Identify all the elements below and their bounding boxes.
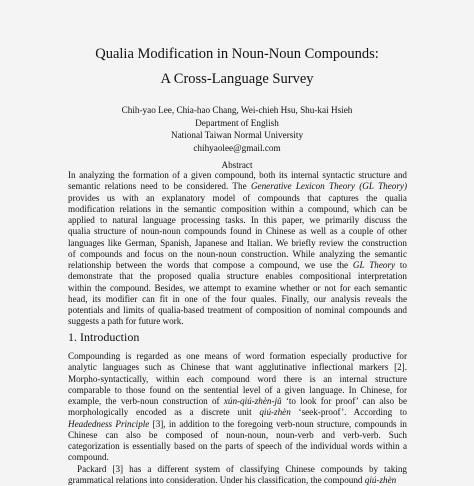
intro-line: example, the verb-noun construction of xún-qiú-zhèn-jǔ ‘to look for proof’ can also be [68,396,407,406]
department: Department of English [195,117,279,128]
abstract-line: within the compound. Besides, we attempt to examine whether or not for each semantic [68,282,407,293]
authors: Chih-yao Lee, Chia-hao Chang, Wei-chieh Hsu, Shu-kai Hsieh [121,105,353,115]
intro-line: compound. [68,452,109,463]
abstract-line: head, its modifier can fit in one of the four quales. Finally, our analysis reveals the [68,293,407,304]
intro-line: Morpho-syntactically, within each compound word there is an internal structure [68,373,407,384]
intro-line: Packard [3] has a different system of classifying Chinese compounds by taking [77,463,407,474]
intro-line: categorization is essentially based on the parts of speech of the individual words within a [68,441,407,451]
abstract-line: qualia structure of noun-noun compounds found in Chinese as well as a couple of other [68,226,407,237]
intro-line: Chinese can also be composed of noun-noun, noun-verb and verb-verb. Such [68,429,407,440]
abstract-text [68,170,407,328]
abstract-line: suggests a path for future work. [68,316,184,327]
paper-title-line-2: A Cross-Language Survey [160,71,314,87]
abstract-line: relationship between the words that compose a compound, we use the GL Theory to [68,260,407,270]
abstract-line: demonstrate that the proposed qualia structure enables compositional interpretation [68,271,407,282]
abstract-line: of compounds and focus on the noun-noun construction. While analyzing the semantic [68,248,407,259]
section-heading-introduction: 1. Introduction [68,330,140,344]
intro-line: Compounding is regarded as one means of word formation especially productive for [68,351,407,361]
university: National Taiwan Normal University [170,130,304,140]
intro-line: analytic languages such as Chinese that want agglutinative inflectional markers [2]. [68,362,407,373]
abstract-line: provides us with an explanatory model of compounds that captures the qualia [68,192,407,203]
intro-line: comparable to those found on the sentential level of a given language. In Chinese, for [68,384,407,395]
abstract-line: modification relations in the semantic composition within a compound, which can be [68,203,407,214]
abstract-line: applied to natural language processing tasks. In this paper, we primarily discuss the [68,215,407,225]
abstract-line: potentials and limits of qualia-based treatment of composition of nominal compounds and [68,305,407,315]
email: chihyaolee@gmail.com [193,142,281,153]
intro-line: grammatical relations into consideration. Under his classification, the compound qiú-zhèn [68,474,397,485]
abstract-line: In analyzing the formation of a given compound, both its internal syntactic structure and [68,170,407,180]
intro-line: Headedness Principle [3], in addition to the foregoing verb-noun structure, compounds in [68,418,407,429]
intro-line: morphologically encoded as a discrete unit qiú-zhèn ‘seek-proof’. According to [68,407,407,418]
abstract-heading: Abstract [221,160,253,170]
abstract-line: languages like German, Spanish, Japanese and Italian. We briefly review the construction [68,237,407,248]
paper-title-line-1: Qualia Modification in Noun-Noun Compounds: [95,46,379,62]
abstract-line: semantic relations need to be considered. The Generative Lexicon Theory (GL Theory) [68,181,407,192]
introduction-text [68,351,407,486]
